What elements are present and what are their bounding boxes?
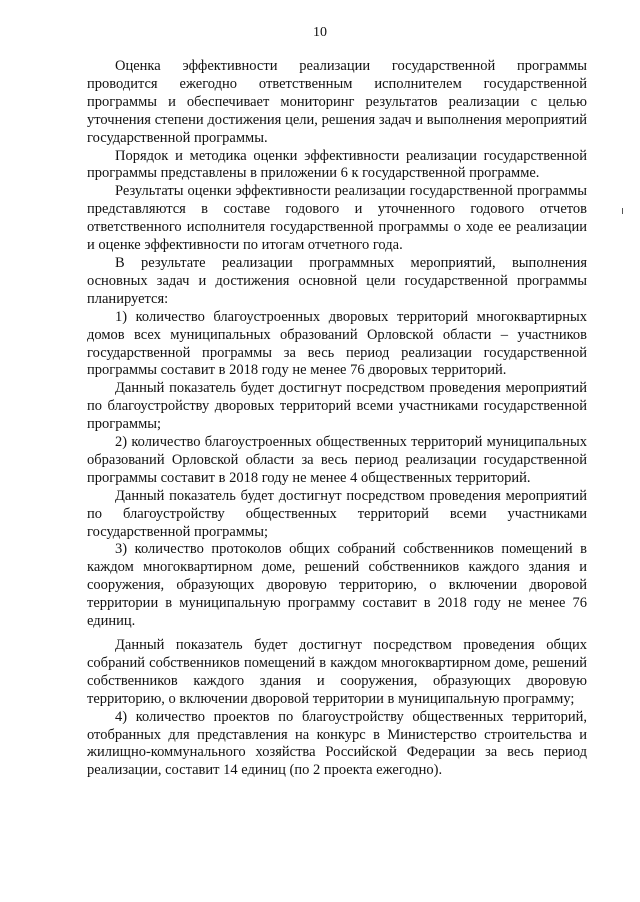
document-body: [87, 58, 587, 780]
paragraph-indicator-2-achievement: Данный показатель будет достигнут посредством проведения мероприятий по благоустройству общественных территорий всеми участниками государственной программы;: [87, 487, 587, 540]
list-item-4-projects: 4) количество проектов по благоустройству общественных территорий, отобранных для представления на конкурс в Министерство строительства и жилищно-коммунального хозяйства Российской Федерации за весь период реализации, составит 14 единиц (по 2 проекта ежегодно).: [87, 708, 587, 779]
page-number: 10: [313, 25, 327, 40]
list-item-2-public-territories: 2) количество благоустроенных общественных территорий муниципальных образований Орловской области за весь период реализации государственной программы составит в 2018 году не менее 4 общественных территорий.: [87, 434, 587, 486]
margin-mark: [622, 208, 623, 214]
paragraph-indicator-1-achievement: Данный показатель будет достигнут посредством проведения мероприятий по благоустройству дворовых территорий всеми участниками государственной программы;: [87, 380, 587, 433]
paragraph-planned-results-intro: В результате реализации программных мероприятий, выполнения основных задач и достижения основной цели государственной программы планируется:: [87, 254, 587, 307]
paragraph-evaluation-results: Результаты оценки эффективности реализации государственной программы представляются в составе годового и уточненного годового отчетов ответственного исполнителя государственной программы о ходе ее реализации и оценке эффективности по итогам отчетного года.: [87, 183, 587, 254]
list-item-3-meeting-protocols: 3) количество протоколов общих собраний собственников помещений в каждом многоквартирном доме, решений собственников каждого здания и сооружения, образующих дворовую территорию, о включении дворовой территории в муниципальную программу составит в 2018 году не менее 76 единиц.: [87, 541, 587, 630]
paragraph-evaluation-methodology: Порядок и методика оценки эффективности реализации государственной программы представлены в приложении 6 к государственной программе.: [87, 147, 587, 182]
list-item-1-yard-territories: 1) количество благоустроенных дворовых территорий многоквартирных домов всех муниципальных образований Орловской области – участников государственной программы за весь период реализации государственной программы составит в 2018 году не менее 76 дворовых территорий.: [87, 308, 587, 379]
paragraph-evaluation-procedure: Оценка эффективности реализации государственной программы проводится ежегодно ответственным исполнителем государственной программы и обеспечивает мониторинг результатов реализации с целью уточнения степени достижения цели, решения задач и выполнения мероприятий государственной программы.: [87, 58, 587, 146]
paragraph-indicator-3-achievement: Данный показатель будет достигнут посредством проведения общих собраний собственников помещений в каждом многоквартирном доме, решений собственников каждого здания и сооружения, образующих дворовую территорию, о включении дворовой территории в муниципальную программу;: [87, 637, 587, 707]
